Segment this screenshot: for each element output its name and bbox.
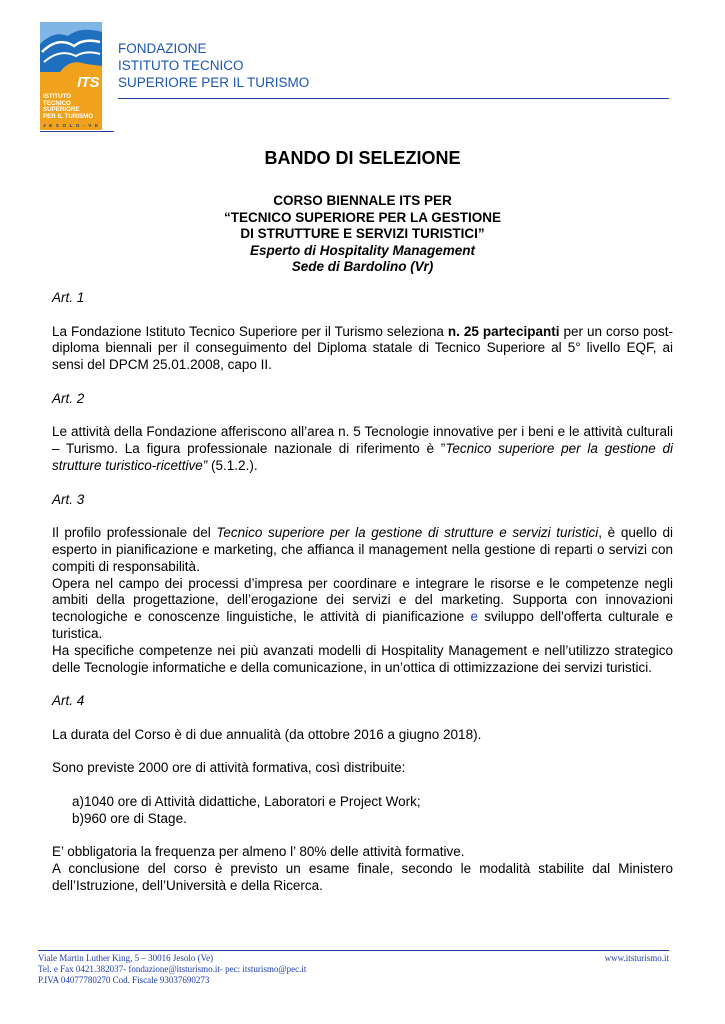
article-4-text-1: La durata del Corso è di due annualità (da ottobre 2016 a giugno 2018). (52, 726, 482, 742)
document-body (52, 290, 673, 895)
article-1-heading: Art. 1 (52, 290, 85, 305)
article-1-text: La Fondazione Istituto Tecnico Superiore per il Turismo seleziona n. 25 partecipanti per un corso post-diploma biennali per il conseguimento del Diploma statale di Tecnico Superiore al 5° livello EQF, ai sensi del DPCM 25.01.2008, capo II. (52, 323, 673, 373)
its-logo (40, 22, 102, 130)
article-3-text-2: Opera nel campo dei processi d’impresa per coordinare e integrare le risorse e le competenze negli ambiti della progettazione, dell’erogazione dei servizi e del marketing. Supporta con innovazioni tecnologiche e conoscenze linguistiche, le attività di pianificazione e sviluppo dell'offerta culturale e turistica. (52, 575, 673, 641)
article-4-text-2: Sono previste 2000 ore di attività formativa, così distribuite: (52, 760, 406, 776)
logo-line-1: ISTITUTO (43, 93, 72, 100)
org-line-3: SUPERIORE PER IL TURISMO (118, 75, 310, 90)
logo-mountain-panel (40, 22, 102, 72)
logo-line-3: SUPERIORE (43, 106, 80, 114)
footer-website-link[interactable]: www.itsturismo.it (604, 953, 669, 963)
org-line-2: ISTITUTO TECNICO (118, 58, 244, 73)
footer-contacts: Tel. e Fax 0421.382037- fondazione@itsturismo.it- pec: itsturismo@pec.it (38, 964, 307, 974)
header-divider (118, 98, 669, 99)
article-2-heading: Art. 2 (52, 390, 85, 406)
logo-brand: ITS (77, 74, 99, 91)
list-item: b) 960 ore di Stage. (72, 810, 187, 826)
logo-place: J E S O L O - V E (43, 123, 100, 128)
logo-underline (40, 131, 114, 132)
footer-tax-ids: P.IVA 04077780270 Cod. Fiscale 93037690273 (38, 975, 210, 985)
article-4-text-4: A conclusione del corso è previsto un esame finale, secondo le modalità stabilite dal Ministero dell’Istruzione, dell’Università e della Ricerca. (52, 861, 673, 893)
footer-address: Viale Martin Luther King, 5 – 30016 Jesolo (Ve) (38, 953, 214, 963)
logo-line-2: TECNICO (43, 99, 71, 107)
subtitle-line-2: “TECNICO SUPERIORE PER LA GESTIONE (223, 209, 502, 225)
organization-name (118, 40, 309, 91)
subtitle-line-4: Esperto di Hospitality Management (249, 242, 476, 258)
article-3-text-1: Il profilo professionale del Tecnico superiore per la gestione di strutture e servizi turistici, è quello di esperto in pianificazione e marketing, che affianca il management nella gestione di reparti o servizi con compiti di responsabilità. (52, 525, 673, 574)
mountain-wave-icon (40, 22, 102, 72)
logo-line-4: PER IL TURISMO (43, 112, 94, 120)
subtitle-line-5: Sede di Bardolino (Vr) (291, 259, 434, 274)
article-4-heading: Art. 4 (52, 693, 85, 709)
article-4-text-3: E’ obbligatoria la frequenza per almeno l’ 80% delle attività formative. (52, 844, 465, 860)
course-subtitle (0, 193, 725, 276)
list-item: a) 1040 ore di Attività didattiche, Laboratori e Project Work; (72, 793, 421, 809)
article-3-text-3: Ha specifiche competenze nei più avanzati modelli di Hospitality Management e nell’utilizzo strategico delle Tecnologie informatiche e della comunicazione, in un’ottica di ottimizzazione dei servizi turistici. (52, 642, 673, 675)
org-line-1: FONDAZIONE (118, 41, 207, 56)
subtitle-line-1: CORSO BIENNALE ITS PER (273, 193, 452, 208)
subtitle-line-3: DI STRUTTURE E SERVIZI TURISTICI” (240, 226, 485, 241)
footer-divider (38, 950, 669, 951)
article-2-text: Le attività della Fondazione afferiscono all’area n. 5 Tecnologie innovative per i beni e le attività culturali – Turismo. La figura professionale nazionale di riferimento è ”Tecnico superiore per la gestione di strutture turistico-ricettive” (5.1.2.). (52, 424, 674, 473)
document-title: BANDO DI SELEZIONE (264, 148, 461, 168)
hours-list (52, 794, 673, 828)
footer (38, 953, 669, 986)
article-3-heading: Art. 3 (52, 491, 85, 507)
